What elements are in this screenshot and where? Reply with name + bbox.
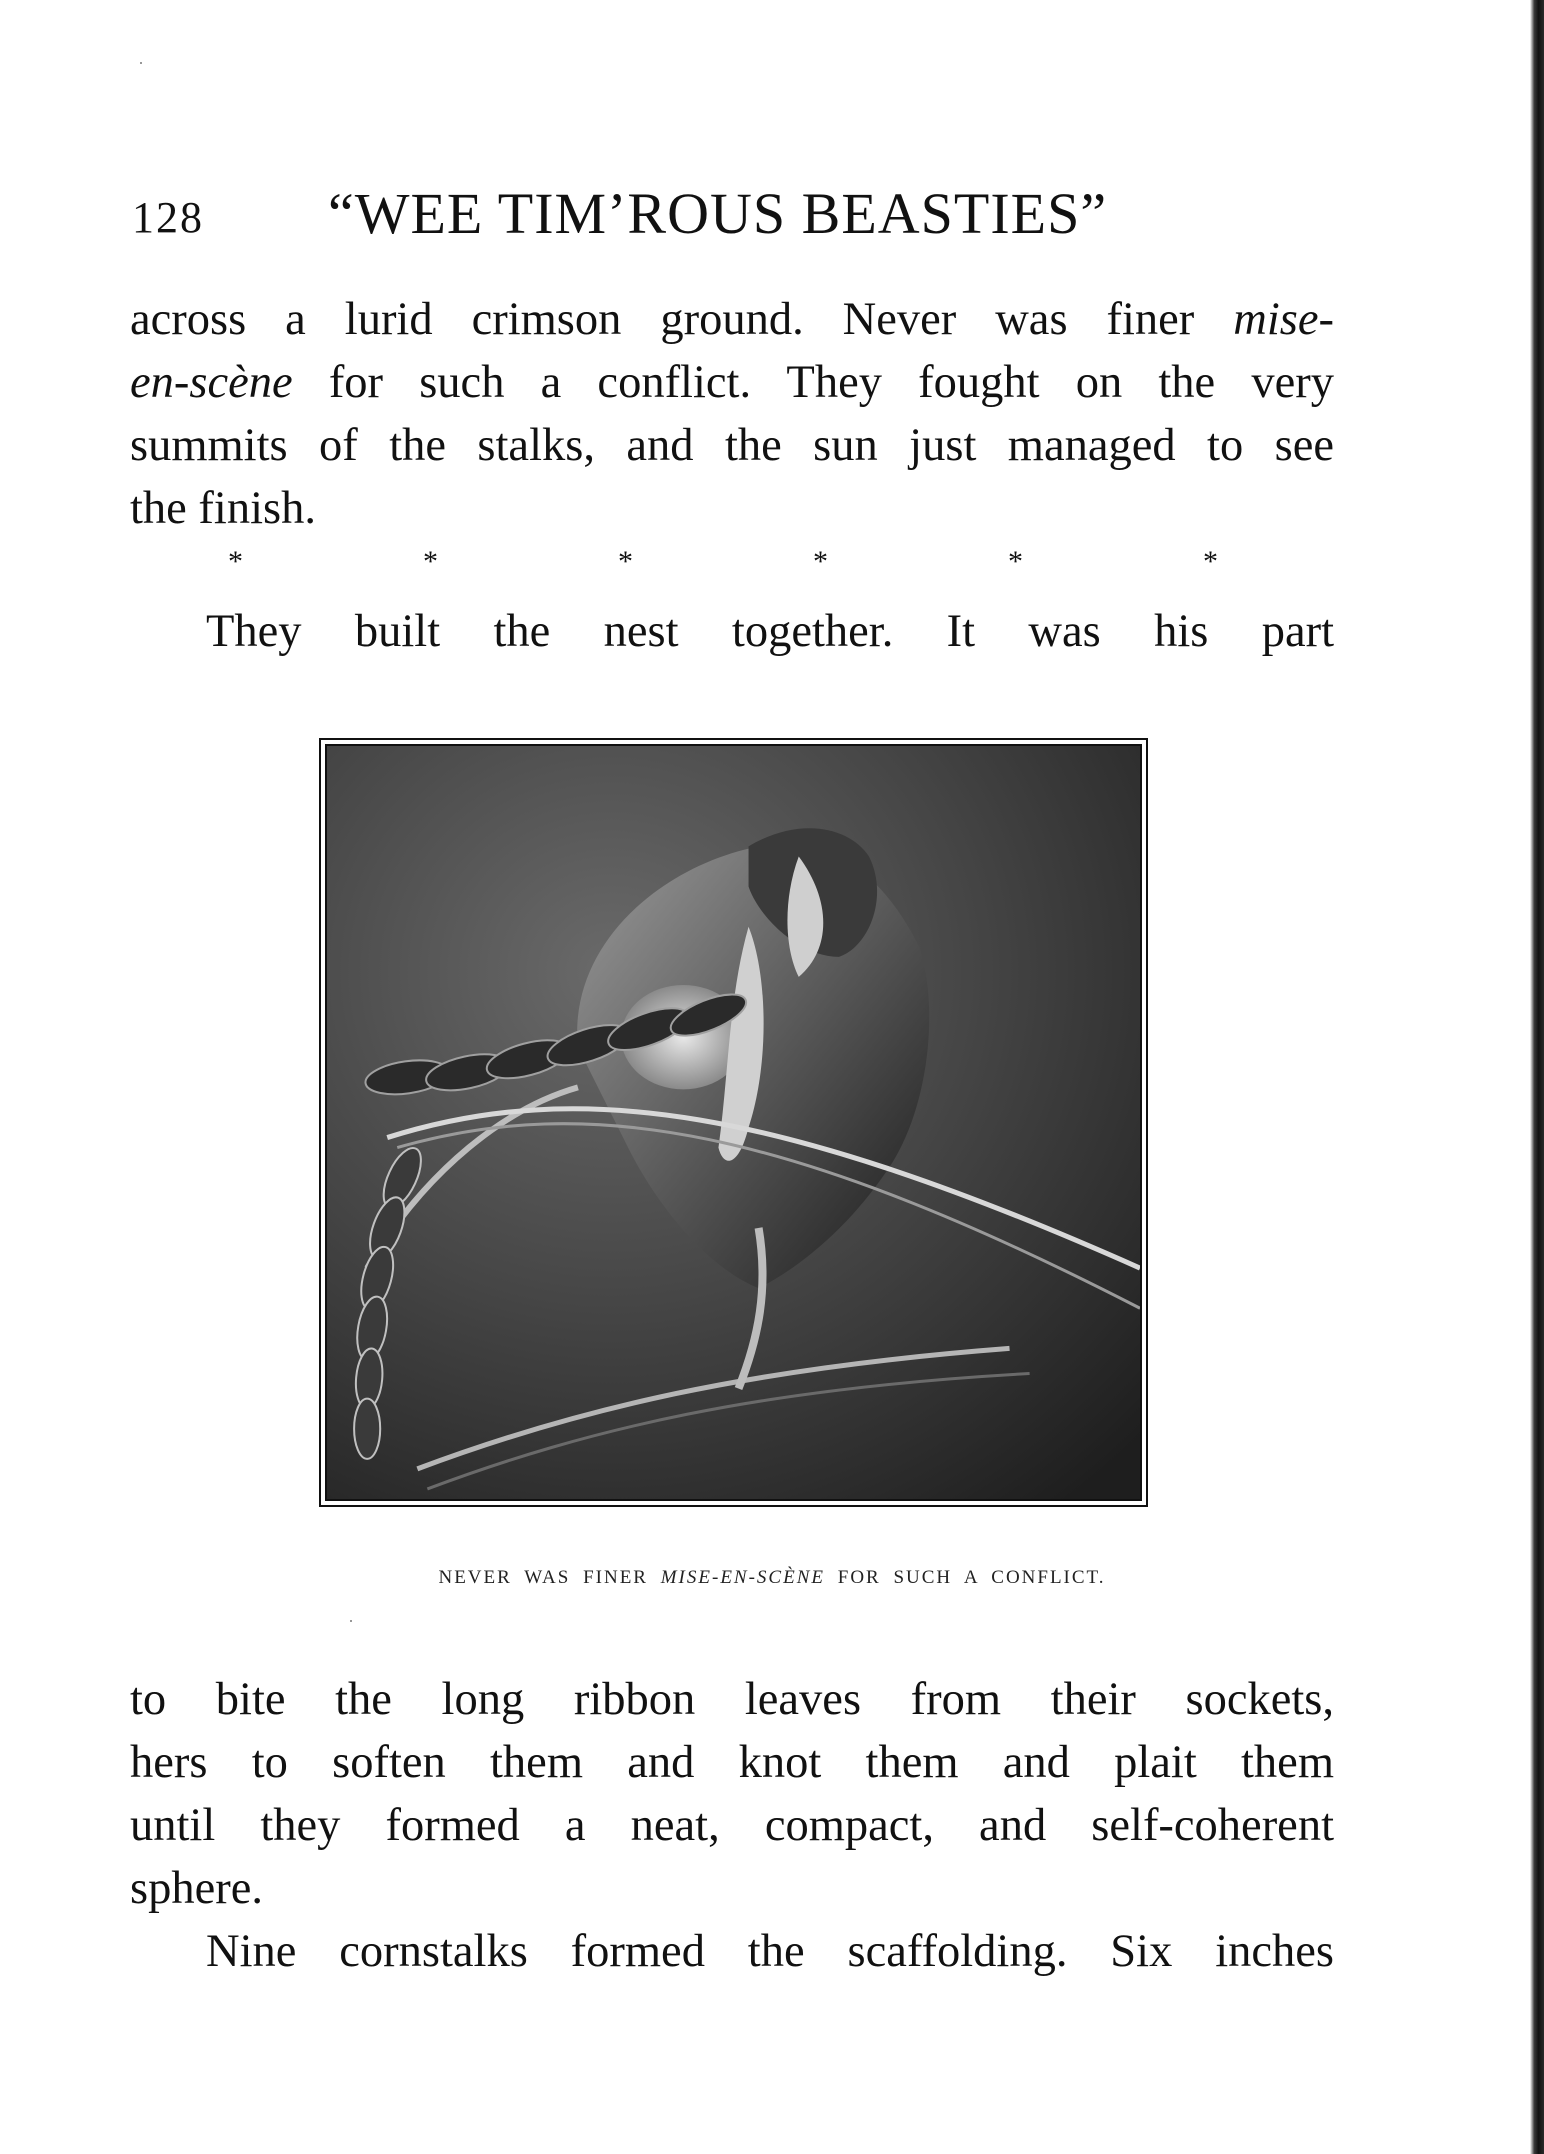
page-header — [132, 180, 1332, 260]
harvest-mouse-on-wheat-photo-icon — [327, 746, 1140, 1499]
text-line: Nine cornstalks formed the scaffolding. Six inches — [206, 1926, 1334, 1977]
asterisk: * — [1008, 545, 1023, 578]
paragraph-nest — [130, 600, 1334, 663]
text-line: to bite the long ribbon leaves from their sockets, — [130, 1674, 1334, 1725]
text-line: until they formed a neat, compact, and self-coherent — [130, 1800, 1334, 1851]
dust-speck — [350, 1620, 352, 1622]
text-line: across a lurid crimson ground. Never was finer mise- — [130, 294, 1334, 345]
photo-figure — [319, 738, 1148, 1507]
asterisk: * — [1203, 545, 1218, 578]
text-line: en-scène for such a conflict. They fought on the very — [130, 357, 1334, 408]
asterisk: * — [618, 545, 633, 578]
page-edge — [1530, 0, 1544, 2154]
harvest-mouse-photo — [325, 744, 1142, 1501]
section-break — [228, 545, 1218, 585]
page-number: 128 — [132, 193, 204, 242]
text-line: sphere. — [130, 1863, 263, 1914]
paragraph-cornstalks — [130, 1920, 1334, 1983]
asterisk: * — [423, 545, 438, 578]
running-title: “WEE TIM’ROUS BEASTIES” — [328, 181, 1108, 246]
figure-caption: NEVER WAS FINER MISE-EN-SCÈNE FOR SUCH A CONFLICT. — [438, 1567, 1106, 1588]
asterisk: * — [228, 545, 243, 578]
dust-speck — [140, 62, 142, 64]
text-line: summits of the stalks, and the sun just managed to see — [130, 420, 1334, 471]
text-line: the finish. — [130, 483, 316, 534]
paragraph-continued — [130, 288, 1334, 540]
asterisk: * — [813, 545, 828, 578]
text-line: They built the nest together. It was his part — [206, 606, 1334, 657]
text-line: hers to soften them and knot them and plait them — [130, 1737, 1334, 1788]
paragraph-ribbon-leaves — [130, 1668, 1334, 1920]
